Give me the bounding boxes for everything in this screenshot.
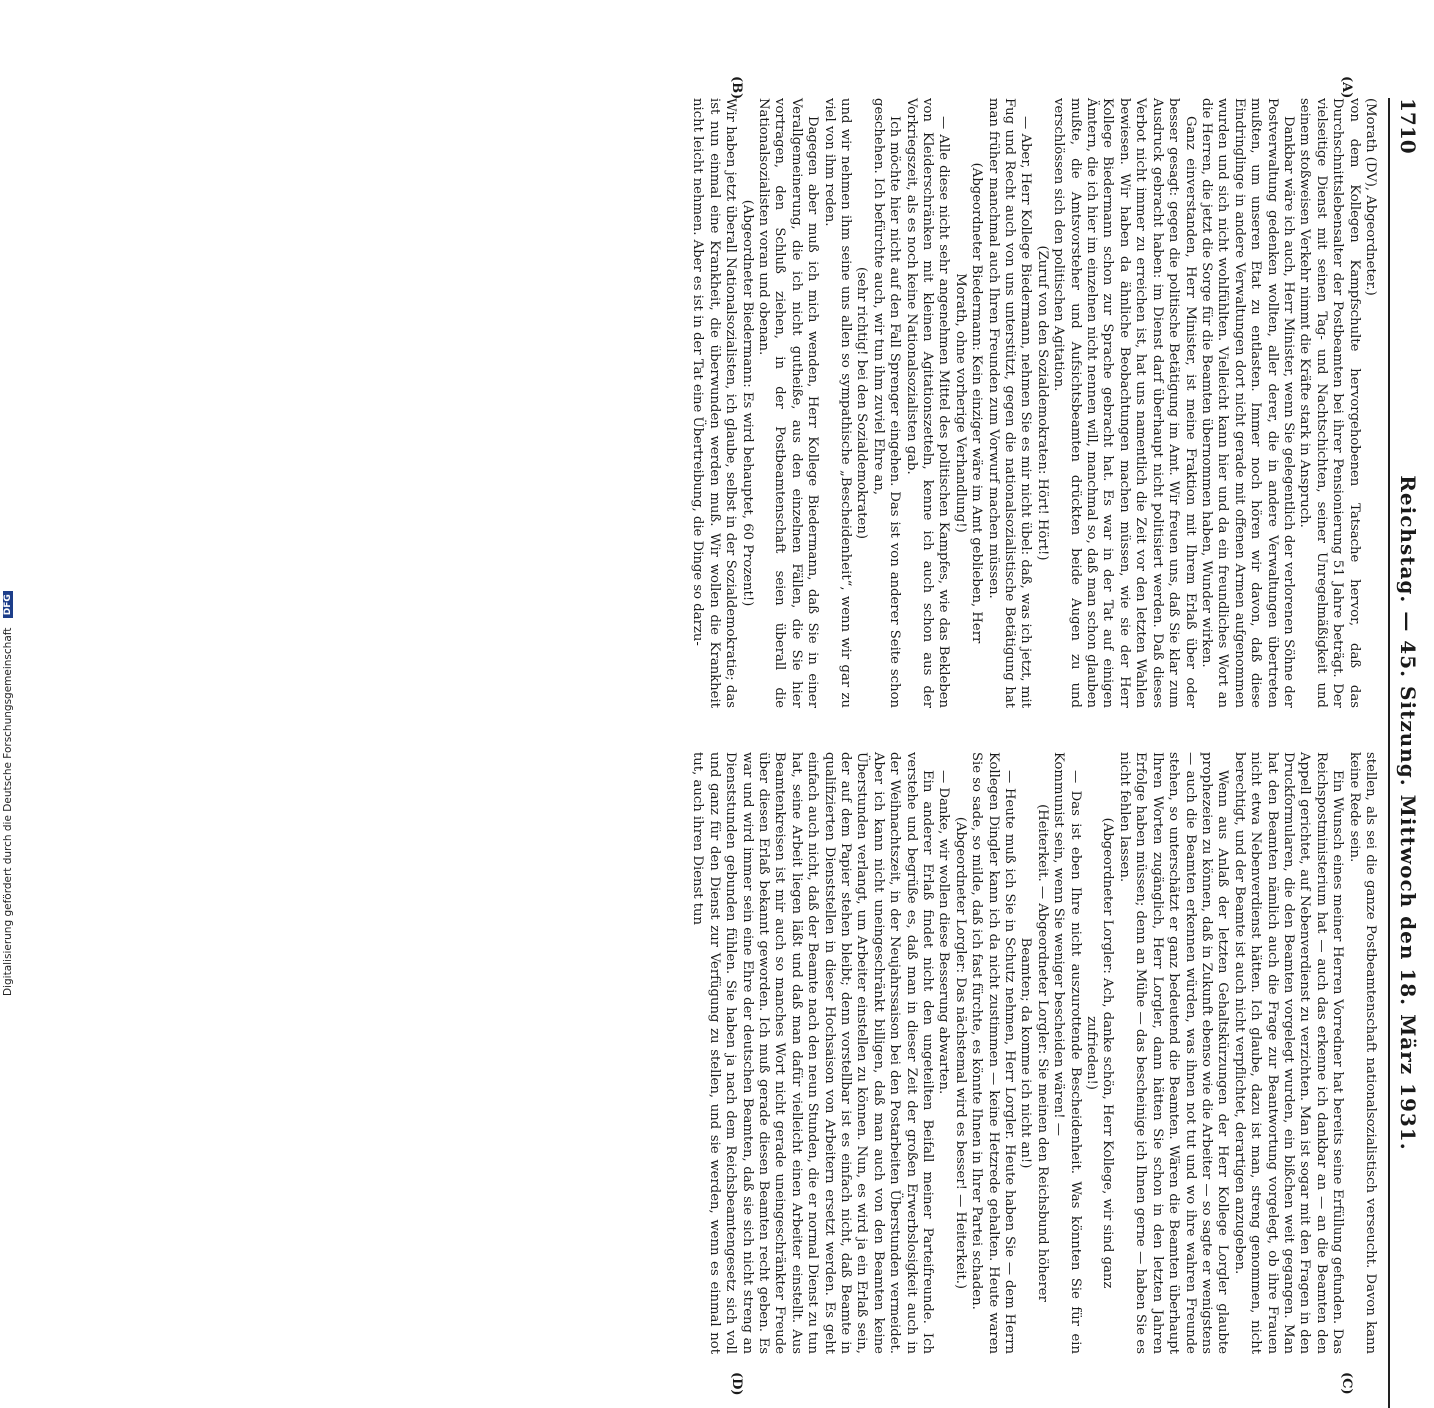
paragraph: Dagegen aber muß ich mich wenden, Herr Kollege Biedermann, daß Sie in einer Verallgemeinerung, die ich nicht gutheiße, aus den einzelnen Fällen, die Sie hier vortragen, den Schluß ziehen, in der Postbeamtenschaft seien überall die Nationalsozialisten voran und obenan. xyxy=(755,98,821,708)
paragraph: Wir haben jetzt überall Nationalsozialisten, ich glaube, selbst in der Sozialdemokratie; das ist nun einmal eine Krankheit, die überwunden werden muß. Wir wollen die Krankheit nicht leicht nehmen. Aber es ist in der Tat eine Übertreibung, die Dinge so darzu- xyxy=(690,98,739,708)
paragraph: und wir nehmen ihm seine uns allen so sympathische „Bescheidenheit“, wenn wir gar zu viel von ihm reden. xyxy=(821,98,853,708)
interjection: (sehr richtig! bei den Sozialdemokraten) xyxy=(854,267,870,539)
interjection: (Abgeordneter Lorgler: Das nächstemal wird es besser! — Heiterkeit.) xyxy=(952,816,968,1290)
paragraph: — Danke, wir wollen diese Besserung abwarten. xyxy=(936,770,952,1095)
paragraph: Dankbar wäre ich auch, Herr Minister, wenn Sie gelegentlich der verlorenen Söhne der Postverwaltung gedenken wollten, aller derer, die in andere Verwaltungen übertreten mußten, um unseren Etat zu entlasten. Immer noch hören wir davon, daß diese Eindringlinge in andere Verwaltungen dort nicht gerade mit offenen Armen aufgenommen wurden und sich nicht wohlfühlten. Vielleicht kann hier und da ein freundliches Wort an die Herren, die jetzt die Sorge für die Beamten übernommen haben, Wunder wirken. xyxy=(1198,98,1296,708)
interjection: (Zuruf von den Sozialdemokraten: Hört! Hört!) xyxy=(1034,245,1050,561)
interjection: (Abgeordneter Lorgler: Ach, danke schön, Herr Kollege, wir sind ganz zufrieden!) xyxy=(1084,817,1116,1289)
paragraph: — Das ist eben Ihre nicht auszurottende Bescheidenheit. Was könnten Sie für ein Kommunist sein, wenn Sie weniger bescheiden wären! — xyxy=(1051,752,1083,1354)
paragraph: stellen, als sei die ganze Postbeamtenschaft nationalsozialistisch verseucht. Davon kann keine Rede sein. xyxy=(1346,752,1378,1354)
paragraph: Ich möchte hier nicht auf den Fall Sprenger eingehen. Das ist von anderer Seite schon geschehen. Ich befürchte auch, wir tun ihm zuviel Ehre an, xyxy=(870,98,903,708)
margin-letter-b: (B) xyxy=(729,76,744,100)
right-column xyxy=(689,752,1378,1354)
paragraph: von dem Kollegen Kampfschulte hervorgehobenen Tatsache hervor, daß das Durchschnittslebensalter der Postbeamten bei ihrer Pensionierung 51 Jahre beträgt. Der vielseitige Dienst mit seinen Tag- und Nachtschichten, seiner Unregelmäßigkeit und seinem stoßweisen Verkehr nimmt die Kräfte stark in Anspruch. xyxy=(1297,98,1362,708)
interjection: (Heiterkeit. — Abgeordneter Lorgler: Sie meinen den Reichsbund höherer Beamten; da komme ich nicht an!) xyxy=(1018,804,1050,1302)
margin-letter-c: (C) xyxy=(1339,1372,1354,1395)
paragraph: Ein Wunsch eines meiner Herren Vorredner hat bereits seine Erfüllung gefunden. Das Reichspostministerium hat — auch das erkenne ich dankbar an — an die Beamten den Appell gerichtet, auf Nebenverdienst zu verzichten. Man ist sogar mit den Fragen in den Druckformularen, die den Beamten vorgelegt wurden, ein bißchen weit gegangen. Man hat den Beamten nämlich auch die Frage zur Beantwortung vorgelegt, ob ihre Frauen nicht etwa Nebenverdienst hätten. Ich glaube, dazu ist man, streng genommen, nicht berechtigt, und der Beamte ist auch nicht verpflichtet, derartigen anzugeben. xyxy=(1231,752,1346,1354)
credit-label: Digitalisierung gefördert durch die Deutsche Forschungsgemeinschaft xyxy=(2,627,14,996)
paragraph: Ganz einverstanden, Herr Minister, ist meine Fraktion mit Ihrem Erlaß über oder besser gesagt: gegen die politische Betätigung im Amt. Wir freuen uns, daß Sie klar zum Ausdruck gebracht haben: im Dienst darf überhaupt nicht politisiert werden. Daß dieses Verbot nicht immer zu erreichen ist, hat uns namentlich die Zeit vor den letzten Wahlen bewiesen. Wir haben da ähnliche Beobachtungen machen müssen, wie sie der Herr Kollege Biedermann schon zur Sprache gebracht hat. Es war in der Tat auf einigen Ämtern, die ich hier im einzelnen nicht nennen will, manchmal so, daß man schon glauben mußte, die Amtsvorsteher und Aufsichtsbeamten drückten beide Augen zu und verschlössen sich den politischen Agitation. xyxy=(1051,98,1198,708)
paragraph: Wenn aus Anlaß der letzten Gehaltskürzungen der Herr Kollege Lorgler glaubte prophezeien zu können, daß in Zukunft ebenso wie die Arbeiter — so sagte er wenigstens — auch die Beamten erkennen würden, was ihnen not tut und wo ihre wahren Freunde stehen, so unterschätzt er ganz bedeutend die Beamten. Wären die Beamten überhaupt Ihren Worten zugänglich, Herr Lorgler, dann hätten Sie schon in den letzten Jahren Erfolge haben müssen; denn an Mühe — das bescheinige ich Ihnen gerne — haben Sie es nicht fehlen lassen. xyxy=(1116,752,1231,1354)
paragraph: Ein anderer Erlaß findet nicht den ungeteilten Beifall meiner Parteifreunde. Ich verstehe und begrüße es, daß man in dieser Zeit der großen Erwerbslosigkeit auch in der Weihnachtszeit, in der Neujahrssaison bei den Postarbeiten Überstunden vermeidet. Aber ich kann nicht uneingeschränkt billigen, daß man auch von den Beamten keine Überstunden verlangt, um Arbeiter einstellen zu können. Nun, es wird ja ein Erlaß sein, der auf dem Papier stehen bleibt; denn vorstellbar ist es einfach nicht, daß Beamte in qualifizierten Dienststellen in dieser Hochsaison von Arbeitern ersetzt werden. Es geht einfach auch nicht, daß der Beamte nach den neun Stunden, die er normal Dienst zu tun hat, seine Arbeit liegen läßt und daß man dafür vielleicht einen Arbeiter einstellt. Aus Beamtenkreisen ist mir auch so manches Wort nicht gerade uneingeschränkter Freude über diesen Erlaß bekannt geworden. Ich muß gerade diesen Beamten recht geben. Es war und wird immer sein eine Ehre der deutschen Beamten, daß sie sich nicht streng an Dienststunden gebunden fühlen. Sie haben ja nach dem Reichsbeamtengesetz sich voll und ganz für den Dienst zur Verfügung zu stellen, und sie werden, wenn es einmal not tut, auch ihren Dienst tun xyxy=(690,752,936,1354)
paragraph: (Morath (DV), Abgeordneter.) xyxy=(1363,98,1378,296)
paragraph: — Heute muß ich Sie in Schutz nehmen, Herr Lorgler. Heute haben Sie — dem Herrn Kollegen Dingler kann ich da nicht zustimmen — keine Hetzrede gehalten. Heute waren Sie so sade, so milde, daß ich fast fürchte, es könnte Ihnen in Ihrer Partei schaden. xyxy=(969,752,1018,1354)
interjection: (Abgeordneter Biedermann: Es wird behauptet, 60 Prozent!) xyxy=(739,199,755,607)
left-column xyxy=(689,98,1378,708)
dfg-logo: DFG xyxy=(3,591,13,618)
interjection: (Abgeordneter Biedermann: Kein einziger wäre im Amt geblieben, Herr Morath, ohne vorherige Verhandlung!) xyxy=(952,162,985,644)
margin-letter-d: (D) xyxy=(729,1372,744,1396)
page-title: Reichstag. — 45. Sitzung. Mittwoch den 18. März 1931. xyxy=(1396,475,1420,1151)
paragraph: — Alle diese nicht sehr angenehmen Mittel des politischen Kampfes, wie das Bekleben von Kleiderschränken mit kleinen Agitationszetteln, kenne ich auch schon aus der Vorkriegszeit, als es noch keine Nationalsozialisten gab. xyxy=(903,98,952,708)
margin-letter-a: (A) xyxy=(1339,76,1354,99)
page-header xyxy=(1388,98,1426,1408)
page-number: 1710 xyxy=(1396,98,1420,154)
paragraph: — Aber, Herr Kollege Biedermann, nehmen Sie es mir nicht übel: daß, was ich jetzt, mit Fug und Recht auch von uns unterstützt, gegen die nationalsozialistische Betätigung hat man früher manchmal auch Ihren Freunden zum Vorwurf machen müssen. xyxy=(985,98,1034,708)
